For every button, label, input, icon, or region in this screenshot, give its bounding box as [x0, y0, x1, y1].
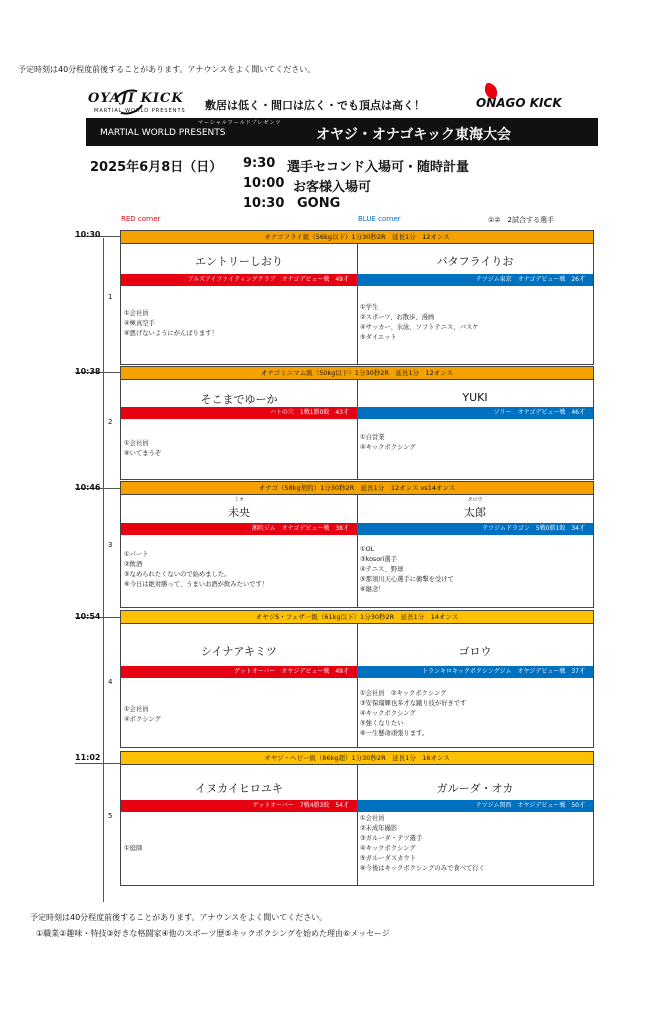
match-header: オナゴ（58kg契約）1分30秒2R 延長1分 12オンス vs14オンス [121, 482, 593, 495]
profile-line: ③安保瑠輝也多才な蹴り技が好きです [360, 700, 467, 707]
blue-corner-label: BLUE corner [358, 215, 401, 223]
profile-line: ④キックボクシング [360, 710, 416, 717]
profile-line: ①学生 [360, 304, 379, 311]
schedule-time: 10:30 [243, 196, 285, 211]
match-header: オナゴフライ級（56kg以下）1分30秒2R 延長1分 12オンス [121, 231, 593, 244]
blue-fighter-info: ソリー オナゴデビュー戦 46才 [357, 407, 593, 419]
red-name-ruby: ミオ [233, 497, 244, 503]
profile-legend: ①職業②趣味・特技③好きな格闘家④他のスポーツ歴⑤キックボクシングを始めた理由⑥メッセージ [36, 929, 390, 938]
match-number: 1 [108, 293, 113, 301]
match-time: 10:30 [75, 230, 101, 239]
match-number: 5 [108, 812, 113, 820]
match-number: 4 [108, 678, 113, 686]
profile-line: ①会社員 [124, 440, 149, 447]
red-fighter-name: そこまでゆーか [200, 393, 278, 406]
oyaji-kick-logo [88, 88, 188, 118]
match-header: オナゴミニマム級（50kg以下）1分30秒2R 延長1分 12オンス [121, 367, 593, 380]
profile-line: ④ボクシング [124, 716, 161, 723]
blue-fighter-name: 太郎 [464, 506, 486, 519]
profile-line: ④キックボクシング [360, 444, 416, 451]
match-number: 3 [108, 541, 113, 549]
red-fighter-name: イヌカイヒロユキ [195, 782, 283, 795]
blue-fighter-name: YUKI [462, 391, 488, 404]
blue-fighter-info: トランキロキックボクシングジム オヤジデビュー戦 37才 [357, 666, 593, 678]
profile-line: ①自営業 [360, 434, 385, 441]
match-time: 10:38 [75, 367, 101, 376]
event-date: 2025年6月8日（日） [90, 160, 223, 175]
match-card-3 [120, 481, 594, 608]
profile-line: ⑤那須川天心選手に衝撃を受けて [360, 576, 454, 583]
match-card-1 [120, 230, 594, 365]
red-fighter-info: ゲットオーバー オヤジデビュー戦 49才 [121, 666, 357, 678]
blue-fighter-info: テツジム関西 オヤジデビュー戦 50才 [357, 800, 593, 812]
profile-line: ⑤ダイエット [360, 334, 397, 341]
event-title: オヤジ・オナゴキック東海大会 [316, 127, 512, 143]
match-time: 11:02 [75, 753, 101, 762]
two-bouts-note: ①② 2試合する選手 [488, 216, 555, 224]
title-bar [86, 118, 598, 146]
blue-fighter-name: ゴロウ [458, 645, 492, 658]
match-header: オヤジS・フェザー級（61kg以下）1分30秒2R 延長1分 14オンス [121, 611, 593, 624]
logo-right-text: ONAGO KICK [476, 96, 562, 110]
bottom-note: 予定時刻は40分程度前後することがあります。アナウンスをよく聞いてください。 [30, 913, 328, 922]
red-corner-label: RED corner [121, 215, 161, 223]
red-fighter-profile [124, 705, 161, 725]
profile-line: ⑥今日は絶対勝って、うまいお酒が飲みたいです！ [124, 581, 269, 588]
match-card-2 [120, 366, 594, 480]
match-number: 2 [108, 418, 113, 426]
profile-line: ①会社員 [124, 706, 149, 713]
blue-fighter-profile [360, 545, 454, 595]
profile-line: ①会社員 [124, 310, 149, 317]
profile-line: ⑥いてまうぞ [124, 450, 162, 457]
blue-fighter-profile [360, 814, 485, 874]
profile-line: ①会社員 [360, 815, 385, 822]
profile-line: ⑤なめられたくないので始めました。 [124, 571, 231, 578]
match-card-5 [120, 751, 594, 886]
profile-line: ④極真空手 [124, 320, 155, 327]
profile-line: ②飲酒 [124, 561, 143, 568]
red-fighter-name: エントリーしおり [195, 255, 283, 268]
time-tick [75, 763, 120, 764]
profile-line: ④サッカー、水泳、ソフトテニス、バスケ [360, 324, 479, 331]
red-fighter-name: シイナアキミツ [200, 645, 277, 658]
schedule-time: 10:00 [243, 176, 285, 191]
profile-line: ②未成年撮影 [360, 825, 398, 832]
schedule-text: 選手セコンド入場可・随時計量 [287, 160, 470, 175]
profile-line: ②スポーツ、お散歩、漫画 [360, 314, 435, 321]
blue-fighter-name: バタフライりお [436, 255, 514, 268]
schedule-text: GONG [297, 196, 341, 211]
red-fighter-profile [124, 844, 142, 854]
profile-line: ①OL [360, 546, 375, 553]
timeline-line [103, 238, 104, 902]
blue-fighter-info: テツジムドラゴン 5戦0勝1敗 34才 [357, 523, 593, 535]
blue-name-ruby: タロウ [467, 497, 483, 503]
profile-line: ③ガルーダ・テツ選手 [360, 835, 423, 842]
match-header: オヤジ・ヘビー級（86kg超）1分30秒2R 延長1分 16オンス [121, 752, 593, 765]
corner-divider [357, 623, 358, 747]
red-fighter-profile [124, 309, 218, 339]
profile-line: ③kosori選手 [360, 556, 397, 563]
match-time: 10:46 [75, 483, 101, 492]
profile-line: ⑤強くなりたい [360, 720, 404, 727]
red-fighter-profile [124, 550, 268, 590]
blue-fighter-profile [360, 689, 466, 739]
red-fighter-info: ゲットオーバー 7戦4勝3敗 54才 [121, 800, 357, 812]
red-fighter-info: ブルズアイファイティングクラブ オナゴデビュー戦 49才 [121, 274, 357, 286]
title-en: MARTIAL WORLD PRESENTS [100, 128, 226, 138]
profile-line: ④テニス、野球 [360, 566, 404, 573]
profile-line: ⑥悪げないようにがんばります！ [124, 330, 218, 337]
blue-fighter-name: ガルーダ・オカ [436, 782, 514, 795]
match-time: 10:54 [75, 612, 101, 621]
logo-left-main: OYAJI KICK [88, 91, 184, 106]
profile-line: ①会社員 ②キックボクシング [360, 690, 447, 697]
profile-line: ①パート [124, 551, 149, 558]
red-fighter-name: 未央 [228, 506, 250, 519]
red-fighter-info: 湘吹ジム オナゴデビュー戦 38才 [121, 523, 357, 535]
red-fighter-info: ハトの穴 1戦1勝0敗 43才 [121, 407, 357, 419]
profile-line: ⑥継念！ [360, 586, 385, 593]
schedule-text: お客様入場可 [293, 180, 372, 195]
schedule-time: 9:30 [243, 156, 276, 171]
profile-line: ⑤ガルーダスカウト [360, 855, 417, 862]
top-note: 予定時刻は40分程度前後することがあります。アナウンスをよく聞いてください。 [18, 65, 316, 74]
onago-kick-logo [476, 84, 576, 118]
red-fighter-profile [124, 439, 161, 459]
match-card-4 [120, 610, 594, 748]
logo-left-sub: MARTIAL WORLD PRESENTS [94, 108, 186, 114]
title-ruby: マーシャルワールドプレゼンツ [198, 120, 282, 126]
profile-line: ④キックボクシング [360, 845, 416, 852]
blue-fighter-profile [360, 433, 416, 453]
profile-line: ⑥一生懸命頑張ります。 [360, 730, 429, 737]
profile-line: ⑥今後はキックボクシングのみで食べて行く [360, 865, 485, 872]
slogan: 敷居は低く・間口は広く・でも頂点は高く！ [205, 99, 425, 112]
blue-fighter-profile [360, 303, 479, 343]
profile-line: ①庭師 [124, 845, 143, 852]
blue-fighter-info: テツジム東京 オナゴデビュー戦 26才 [357, 274, 593, 286]
